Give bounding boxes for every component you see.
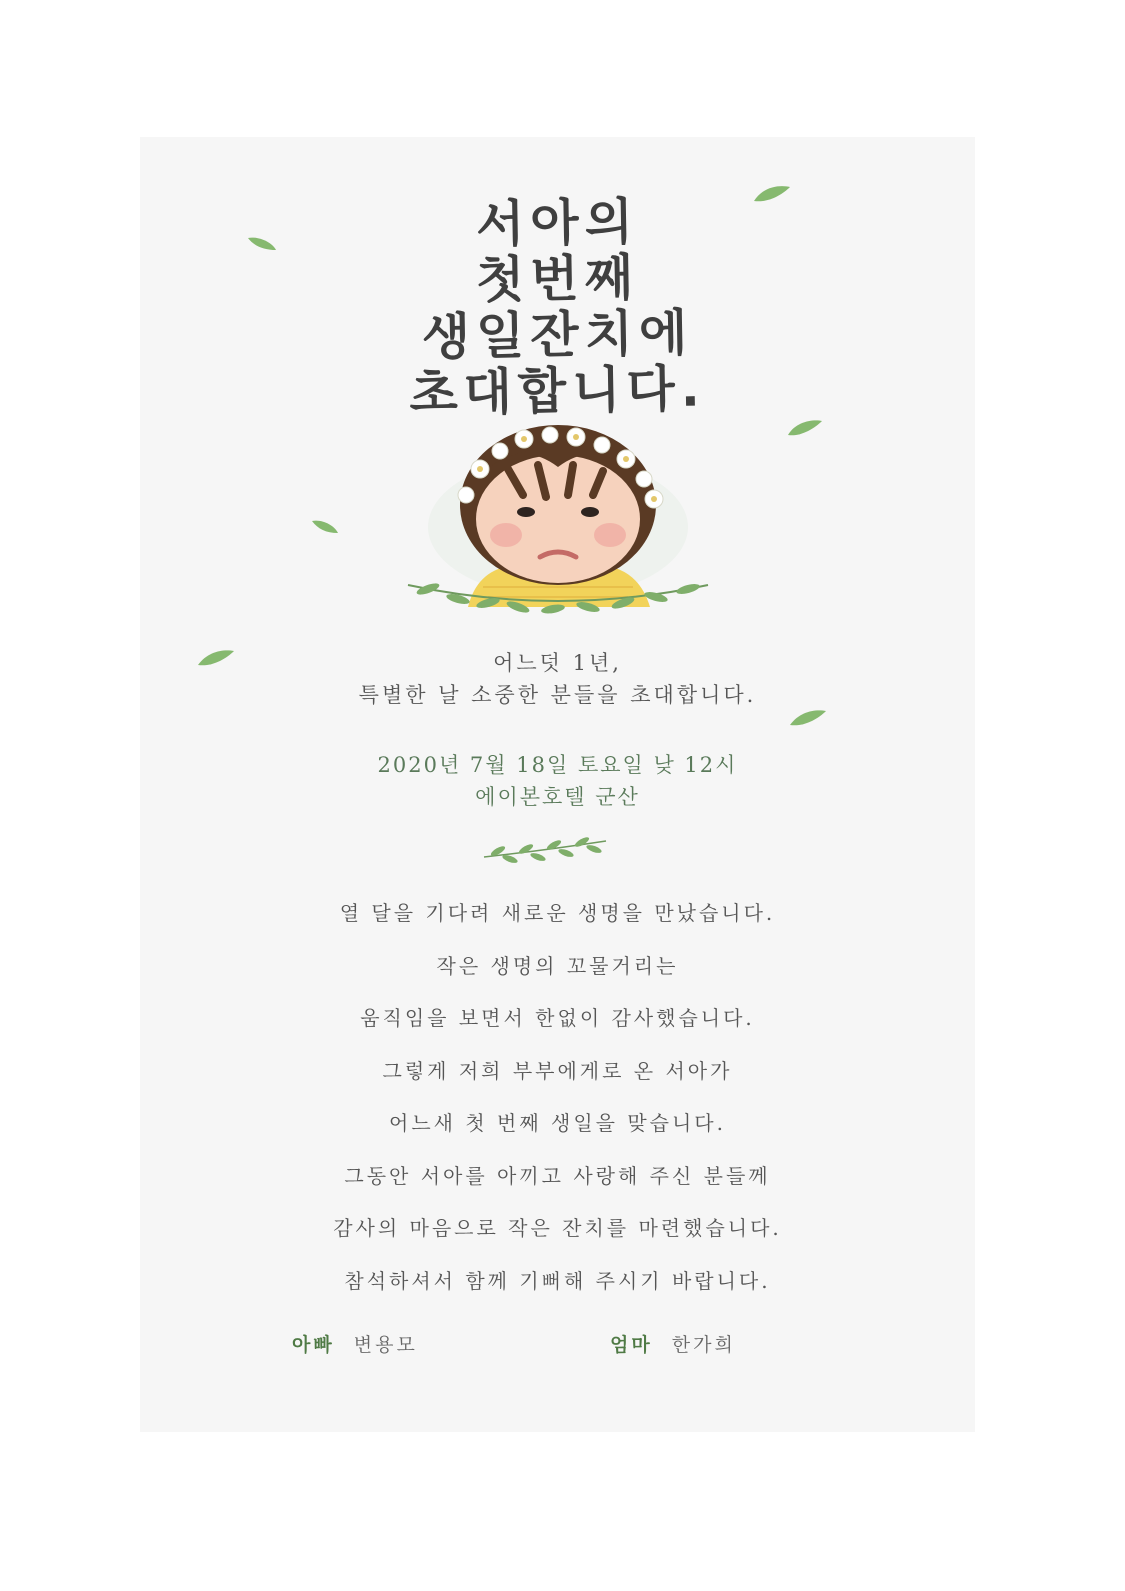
mother-role: 엄마 xyxy=(610,1334,653,1356)
invitation-card xyxy=(140,137,975,1432)
message-line: 그렇게 저희 부부에게로 온 서아가 xyxy=(382,1058,733,1083)
message-line: 작은 생명의 꼬물거리는 xyxy=(436,953,679,978)
leaf-sprig-divider xyxy=(480,837,610,865)
message-line: 열 달을 기다려 새로운 생명을 만났습니다. xyxy=(339,901,776,925)
mother-signature xyxy=(610,1330,736,1357)
leaf-icon xyxy=(310,517,340,537)
invitation-message xyxy=(140,897,975,1317)
title-line: 서아의 xyxy=(475,192,640,254)
intro-line: 특별한 날 소중한 분들을 초대합니다. xyxy=(358,683,757,707)
leaf-icon xyxy=(246,234,278,254)
title-line: 초대합니다. xyxy=(408,359,707,423)
event-datetime: 2020년 7월 18일 토요일 낮 12시 xyxy=(377,753,738,777)
title-line: 첫번째 xyxy=(475,248,640,310)
father-name: 변용모 xyxy=(353,1334,418,1356)
father-role: 아빠 xyxy=(292,1334,335,1356)
mother-name: 한가희 xyxy=(671,1334,736,1356)
message-line: 참석하셔서 함께 기뻐해 주시기 바랍니다. xyxy=(344,1268,771,1293)
message-line: 그동안 서아를 아끼고 사랑해 주신 분들께 xyxy=(344,1163,771,1188)
event-venue: 에이본호텔 군산 xyxy=(475,785,640,809)
message-line: 감사의 마음으로 작은 잔치를 마련했습니다. xyxy=(333,1216,782,1240)
message-line: 움직임을 보면서 한없이 감사했습니다. xyxy=(360,1006,755,1030)
intro-text xyxy=(140,647,975,711)
leaf-icon xyxy=(752,183,792,205)
title-line: 생일잔치에 xyxy=(421,303,694,367)
message-line: 어느새 첫 번째 생일을 맞습니다. xyxy=(389,1111,726,1135)
event-details xyxy=(140,749,975,813)
father-signature xyxy=(292,1330,418,1357)
invitation-title xyxy=(140,192,975,423)
baby-portrait-image xyxy=(388,407,728,627)
leaf-icon xyxy=(786,417,824,439)
intro-line: 어느덧 1년, xyxy=(493,651,622,675)
